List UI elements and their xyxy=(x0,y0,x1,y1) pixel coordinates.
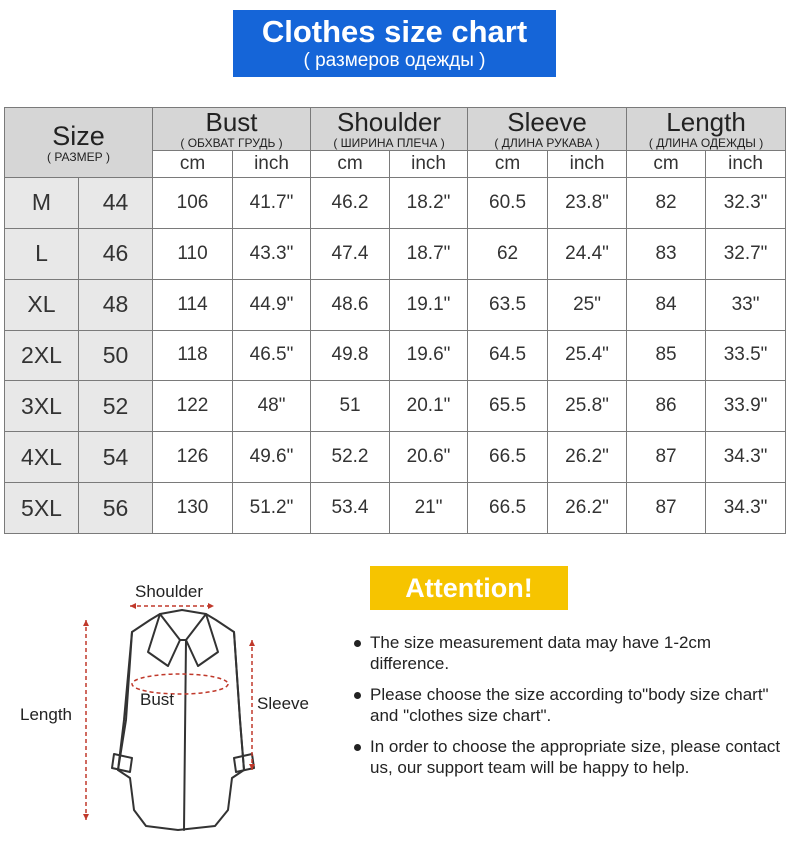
table-cell: 46.2 xyxy=(311,178,390,229)
table-cell: 51.2" xyxy=(233,483,311,534)
sleeve-header-sub: ( ДЛИНА РУКАВА ) xyxy=(494,136,600,150)
bullet-icon xyxy=(354,744,361,751)
note-item xyxy=(352,684,787,726)
table-cell: 47.4 xyxy=(311,228,390,279)
table-cell: 53.4 xyxy=(311,483,390,534)
length-header-label: Length xyxy=(666,107,746,137)
table-cell: 25.8" xyxy=(548,381,627,432)
size-label-cell: 4XL xyxy=(5,432,79,483)
coat-left-lapel xyxy=(148,614,180,666)
table-cell: 33" xyxy=(706,279,786,330)
table-cell: 25" xyxy=(548,279,627,330)
table-cell: 25.4" xyxy=(548,330,627,381)
size-label-cell: L xyxy=(5,228,79,279)
coat-diagram xyxy=(0,570,340,850)
table-cell: 87 xyxy=(627,432,706,483)
shoulder-arrow-right-icon xyxy=(208,603,214,609)
table-cell: 23.8" xyxy=(548,178,627,229)
note-item xyxy=(352,632,787,674)
unit-inch: inch xyxy=(390,151,468,178)
table-cell: 34.3" xyxy=(706,432,786,483)
length-arrow-up-icon xyxy=(83,620,89,626)
diagram-length-label: Length xyxy=(20,705,72,724)
table-cell: 66.5 xyxy=(468,483,548,534)
coat-left-cuff xyxy=(112,754,132,772)
unit-inch: inch xyxy=(548,151,627,178)
table-cell: 48.6 xyxy=(311,279,390,330)
table-row xyxy=(5,279,786,330)
table-cell: 64.5 xyxy=(468,330,548,381)
table-cell: 130 xyxy=(153,483,233,534)
table-cell: 21" xyxy=(390,483,468,534)
ru-size-cell: 48 xyxy=(79,279,153,330)
unit-cm: cm xyxy=(468,151,548,178)
table-cell: 106 xyxy=(153,178,233,229)
diagram-shoulder-label: Shoulder xyxy=(135,582,204,601)
table-cell: 126 xyxy=(153,432,233,483)
table-cell: 84 xyxy=(627,279,706,330)
table-row xyxy=(5,381,786,432)
ru-size-cell: 50 xyxy=(79,330,153,381)
note-text: The size measurement data may have 1-2cm difference. xyxy=(370,633,712,673)
ru-size-cell: 52 xyxy=(79,381,153,432)
table-cell: 44.9" xyxy=(233,279,311,330)
sleeve-arrow-up-icon xyxy=(249,640,255,646)
size-table xyxy=(4,107,786,534)
table-cell: 62 xyxy=(468,228,548,279)
table-cell: 83 xyxy=(627,228,706,279)
coat-placket xyxy=(180,640,186,830)
bust-header-sub: ( ОБХВАТ ГРУДЬ ) xyxy=(180,136,283,150)
table-cell: 41.7" xyxy=(233,178,311,229)
table-cell: 48" xyxy=(233,381,311,432)
attention-banner: Attention! xyxy=(370,566,568,610)
table-cell: 122 xyxy=(153,381,233,432)
bust-header xyxy=(153,108,311,151)
table-cell: 49.6" xyxy=(233,432,311,483)
table-cell: 63.5 xyxy=(468,279,548,330)
ru-size-cell: 56 xyxy=(79,483,153,534)
coat-right-sleeve-line xyxy=(234,632,244,770)
ru-size-cell: 54 xyxy=(79,432,153,483)
table-cell: 85 xyxy=(627,330,706,381)
attention-notes xyxy=(352,632,787,788)
length-header xyxy=(627,108,786,151)
table-cell: 20.1" xyxy=(390,381,468,432)
table-row xyxy=(5,228,786,279)
table-cell: 46.5" xyxy=(233,330,311,381)
unit-inch: inch xyxy=(233,151,311,178)
bust-header-label: Bust xyxy=(205,107,258,137)
ru-size-cell: 44 xyxy=(79,178,153,229)
table-cell: 32.3" xyxy=(706,178,786,229)
table-cell: 110 xyxy=(153,228,233,279)
table-cell: 66.5 xyxy=(468,432,548,483)
table-cell: 18.7" xyxy=(390,228,468,279)
size-label-cell: XL xyxy=(5,279,79,330)
note-text: Please choose the size according to"body size chart" and "clothes size chart". xyxy=(370,685,769,725)
unit-cm: cm xyxy=(153,151,233,178)
table-cell: 33.9" xyxy=(706,381,786,432)
size-header-label: Size xyxy=(52,120,105,151)
diagram-sleeve-label: Sleeve xyxy=(257,694,309,713)
table-cell: 19.6" xyxy=(390,330,468,381)
length-header-sub: ( ДЛИНА ОДЕЖДЫ ) xyxy=(648,136,764,150)
shoulder-header-sub: ( ШИРИНА ПЛЕЧА ) xyxy=(333,136,445,150)
table-cell: 60.5 xyxy=(468,178,548,229)
size-label-cell: 2XL xyxy=(5,330,79,381)
table-cell: 65.5 xyxy=(468,381,548,432)
table-cell: 19.1" xyxy=(390,279,468,330)
table-cell: 51 xyxy=(311,381,390,432)
size-header xyxy=(5,108,153,178)
chart-title: Clothes size chart xyxy=(261,14,528,49)
table-cell: 86 xyxy=(627,381,706,432)
sleeve-header xyxy=(468,108,627,151)
size-label-cell: M xyxy=(5,178,79,229)
table-cell: 33.5" xyxy=(706,330,786,381)
title-banner xyxy=(233,10,556,77)
table-cell: 20.6" xyxy=(390,432,468,483)
ru-size-cell: 46 xyxy=(79,228,153,279)
sleeve-header-label: Sleeve xyxy=(507,107,587,137)
shoulder-arrow-left-icon xyxy=(130,603,136,609)
table-cell: 34.3" xyxy=(706,483,786,534)
size-label-cell: 5XL xyxy=(5,483,79,534)
table-cell: 52.2 xyxy=(311,432,390,483)
table-row xyxy=(5,178,786,229)
table-cell: 18.2" xyxy=(390,178,468,229)
unit-inch: inch xyxy=(706,151,786,178)
chart-subtitle: ( размеров одежды ) xyxy=(303,50,486,71)
table-cell: 43.3" xyxy=(233,228,311,279)
table-cell: 26.2" xyxy=(548,483,627,534)
table-cell: 82 xyxy=(627,178,706,229)
size-header-sub: ( РАЗМЕР ) xyxy=(47,149,110,164)
size-label-cell: 3XL xyxy=(5,381,79,432)
table-cell: 32.7" xyxy=(706,228,786,279)
table-row xyxy=(5,483,786,534)
bullet-icon xyxy=(354,640,361,647)
table-cell: 24.4" xyxy=(548,228,627,279)
table-cell: 87 xyxy=(627,483,706,534)
table-row xyxy=(5,330,786,381)
note-item xyxy=(352,736,787,778)
diagram-bust-label: Bust xyxy=(140,690,175,709)
length-arrow-down-icon xyxy=(83,814,89,820)
note-text: In order to choose the appropriate size, please contact us, our support team will be happy to help. xyxy=(370,737,781,777)
coat-right-lapel xyxy=(186,614,218,666)
unit-cm: cm xyxy=(627,151,706,178)
shoulder-header-label: Shoulder xyxy=(336,107,442,137)
coat-body-outline xyxy=(118,610,244,830)
table-cell: 49.8 xyxy=(311,330,390,381)
bullet-icon xyxy=(354,692,361,699)
size-table-body xyxy=(5,178,786,534)
table-cell: 26.2" xyxy=(548,432,627,483)
unit-cm: cm xyxy=(311,151,390,178)
table-row xyxy=(5,432,786,483)
table-cell: 114 xyxy=(153,279,233,330)
table-cell: 118 xyxy=(153,330,233,381)
shoulder-header xyxy=(311,108,468,151)
